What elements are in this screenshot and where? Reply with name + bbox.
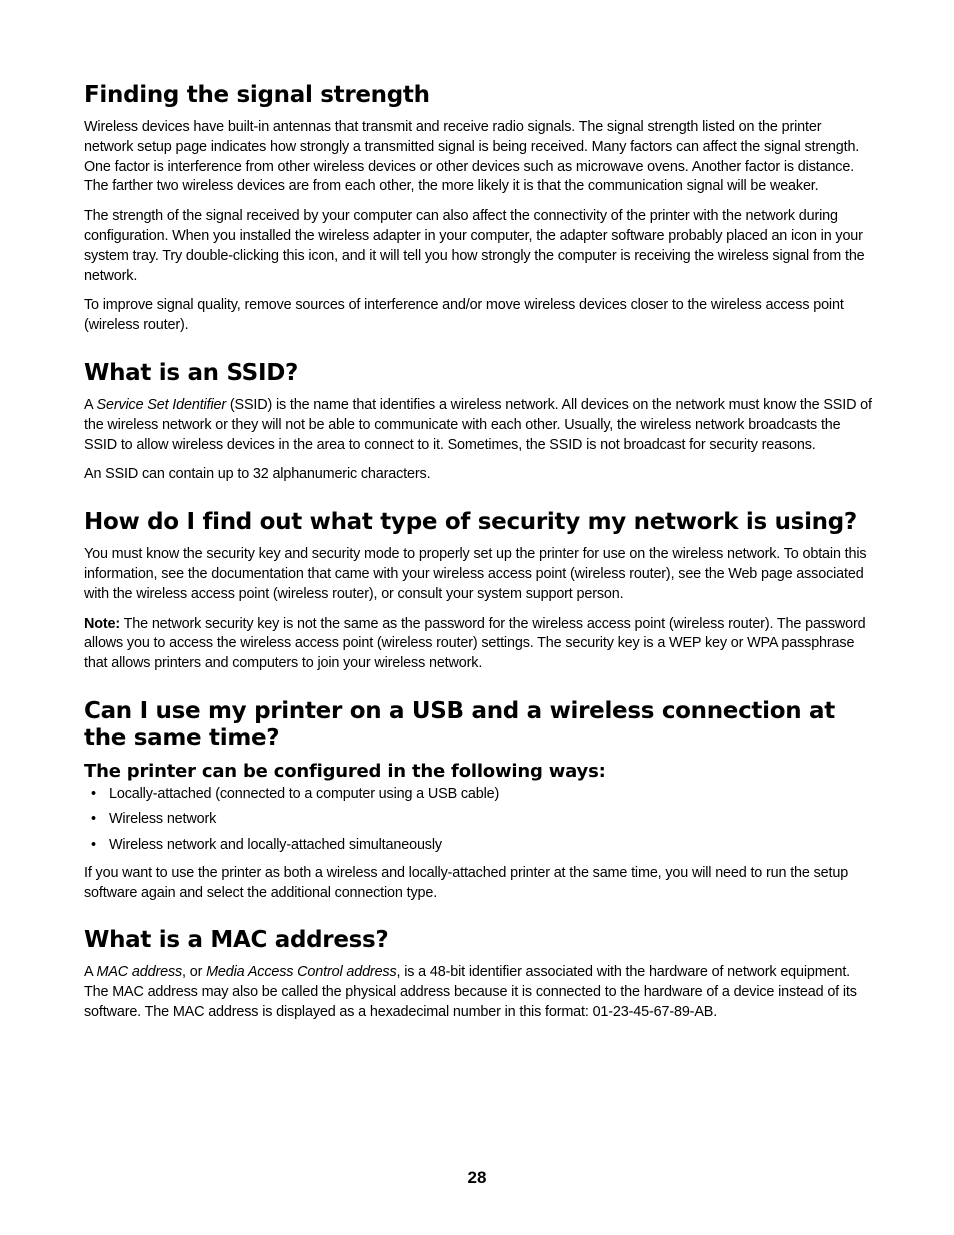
list-item-text: Wireless network and locally-attached simultaneously	[109, 836, 442, 853]
text: A	[84, 396, 97, 413]
section-mac-address	[84, 927, 872, 1022]
paragraph: An SSID can contain up to 32 alphanumeric characters.	[84, 466, 431, 483]
paragraph: Wireless devices have built-in antennas that transmit and receive radio signals. The signal strength listed on the printer network setup page indicates how strongly a transmitted signal is being received. Many factors can affect the signal strength. One factor is interference from other wireless devices or other devices such as microwave ovens. Another factor is distance. The farther two wireless devices are from each other, the more likely it is that the communication signal will be weaker.	[84, 119, 860, 195]
section-security-type	[84, 509, 872, 674]
paragraph: The strength of the signal received by your computer can also affect the connectivity of the printer with the network during configuration. When you installed the wireless adapter in your computer, the adapter software probably placed an icon in your system tray. Try double-clicking this icon, and it will tell you how strongly the computer is receiving the wireless signal from the network.	[84, 208, 865, 284]
paragraph-ssid-definition	[84, 396, 872, 455]
section-signal-strength	[84, 82, 872, 336]
paragraph: If you want to use the printer as both a wireless and locally-attached printer at the same time, you will need to run the setup software again and select the additional connection type.	[84, 864, 849, 901]
note-label: Note:	[84, 615, 121, 632]
bullet-icon: •	[91, 785, 96, 802]
heading-usb-wireless: Can I use my printer on a USB and a wireless connection at the same time?	[84, 697, 835, 751]
section-usb-wireless	[84, 698, 872, 903]
heading-mac-address: What is a MAC address?	[84, 927, 389, 954]
term-service-set-identifier: Service Set Identifier	[96, 396, 226, 413]
list-item	[84, 810, 872, 830]
document-page	[84, 82, 872, 1033]
heading-security-type: How do I find out what type of security my network is using?	[84, 509, 857, 536]
subheading-configuration-ways: The printer can be configured in the following ways:	[84, 760, 606, 782]
text: , or	[182, 964, 207, 981]
heading-signal-strength: Finding the signal strength	[84, 82, 430, 108]
text: (SSID) is the name that identifies a wireless network. All devices on the network must know the SSID of the wireless network or they will not be able to communicate with each other. Usually, the wireless network broadcasts the SSID to allow wireless devices in the area to connect to it. Sometimes, the SSID is not broadcast for security reasons.	[84, 396, 872, 453]
list-item-text: Wireless network	[109, 811, 217, 828]
list-item	[84, 785, 872, 805]
paragraph-mac-definition	[84, 963, 872, 1022]
text: A	[84, 964, 97, 981]
configuration-list	[84, 785, 872, 856]
note-text: The network security key is not the same as the password for the wireless access point (wireless router). The password allows you to access the wireless access point (wireless router) settings. The security key is a WEP key or WPA passphrase that allows printers and computers to join your wireless network.	[84, 615, 866, 672]
section-ssid	[84, 360, 872, 485]
text: , is a 48-bit identifier associated with the hardware of network equipment. The MAC address may also be called the physical address because it is connected to the hardware of a device instead of its software. The MAC address is displayed as a hexadecimal number in this format: 01-23-45-67-89-AB.	[84, 964, 857, 1020]
bullet-icon: •	[91, 836, 96, 853]
paragraph: You must know the security key and security mode to properly set up the printer for use on the wireless network. To obtain this information, see the documentation that came with your wireless access point (wireless router), see the Web page associated with the wireless access point (wireless router), or consult your system support person.	[84, 546, 867, 602]
list-item	[84, 836, 872, 856]
term-mac-address: MAC address	[96, 964, 183, 981]
bullet-icon: •	[91, 811, 96, 828]
page-number: 28	[467, 1168, 487, 1187]
note-paragraph	[84, 615, 872, 674]
heading-ssid: What is an SSID?	[84, 359, 299, 386]
paragraph: To improve signal quality, remove sources of interference and/or move wireless devices closer to the wireless access point (wireless router).	[84, 297, 844, 334]
list-item-text: Locally-attached (connected to a computer using a USB cable)	[109, 785, 500, 802]
term-media-access-control: Media Access Control address	[206, 964, 397, 981]
